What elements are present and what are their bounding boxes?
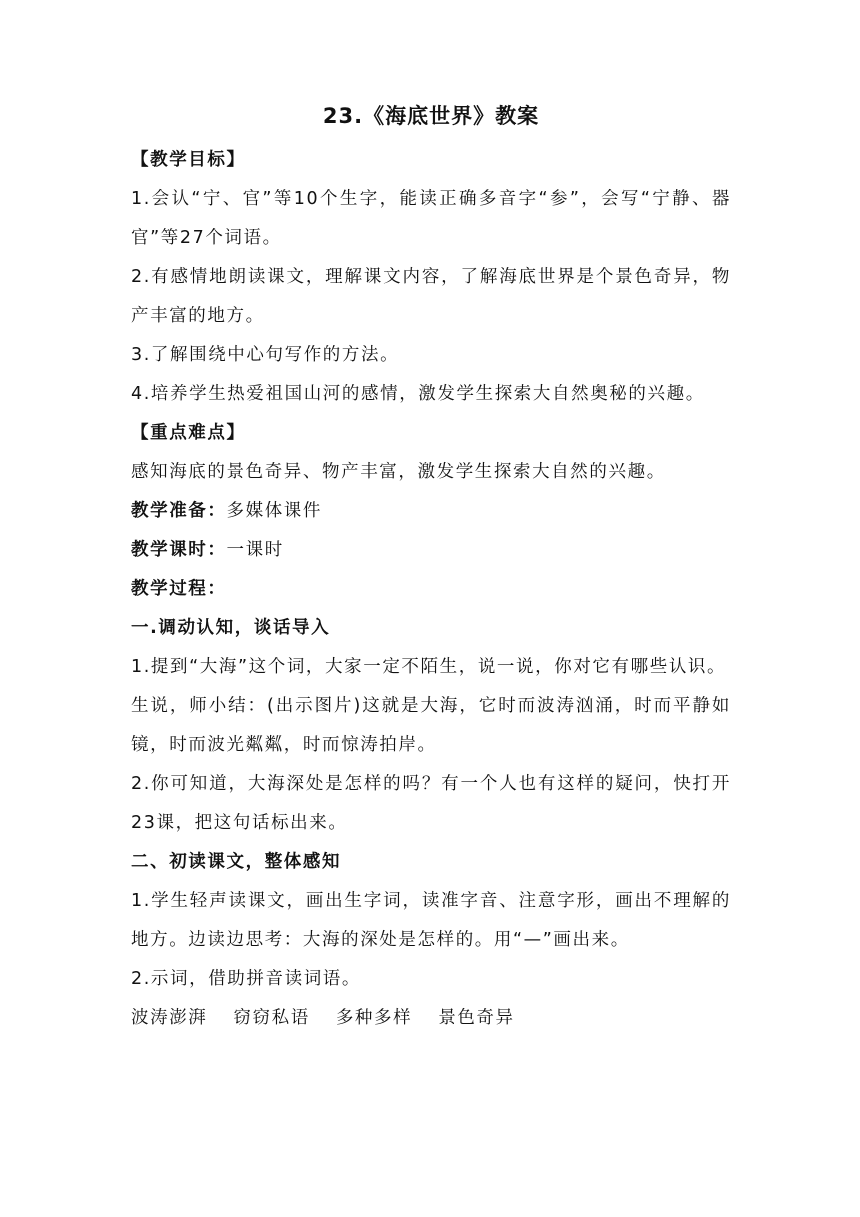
step2-heading: 二、初读课文，整体感知 <box>131 852 342 872</box>
word-list <box>131 999 731 1038</box>
process-heading: 教学过程： <box>131 579 227 599</box>
hours-line <box>131 531 731 570</box>
step1-heading: 一.调动认知，谈话导入 <box>131 618 331 638</box>
document-body <box>131 96 731 1038</box>
page-title: 23.《海底世界》教案 <box>322 104 540 128</box>
word-item: 多种多样 <box>335 1008 413 1028</box>
word-item: 景色奇异 <box>438 1008 515 1028</box>
step1-paragraph: 1.提到“大海”这个词，大家一定不陌生，说一说，你对它有哪些认识。 <box>131 657 727 677</box>
hours-value: 一课时 <box>226 540 284 560</box>
step2-paragraph: 2.示词，借助拼音读词语。 <box>131 969 361 989</box>
objective-item: 3.了解围绕中心句写作的方法。 <box>131 345 400 365</box>
step1-paragraph: 2.你可知道，大海深处是怎样的吗？有一个人也有这样的疑问，快打开23课，把这句话标出来。 <box>131 774 731 833</box>
word-item: 窃窃私语 <box>233 1008 310 1028</box>
word-item: 波涛澎湃 <box>131 1008 208 1028</box>
prep-label: 教学准备： <box>131 501 227 521</box>
step1-paragraph: 生说，师小结：(出示图片)这就是大海，它时而波涛汹涌，时而平静如镜，时而波光粼粼，时而惊涛拍岸。 <box>131 696 731 755</box>
objective-item: 2.有感情地朗读课文，理解课文内容，了解海底世界是个景色奇异，物产丰富的地方。 <box>131 267 731 326</box>
objective-item: 1.会认“宁、官”等10个生字，能读正确多音字“参”，会写“宁静、器官”等27个词语。 <box>131 189 731 248</box>
objectives-heading: 【教学目标】 <box>131 150 246 170</box>
hours-label: 教学课时： <box>131 540 227 560</box>
key-points-heading: 【重点难点】 <box>131 423 246 443</box>
prep-line <box>131 492 731 531</box>
objective-item: 4.培养学生热爱祖国山河的感情，激发学生探索大自然奥秘的兴趣。 <box>131 384 705 404</box>
prep-value: 多媒体课件 <box>226 501 322 521</box>
step2-paragraph: 1.学生轻声读课文，画出生字词，读准字音、注意字形，画出不理解的地方。边读边思考：大海的深处是怎样的。用“—”画出来。 <box>131 891 731 950</box>
key-points-text: 感知海底的景色奇异、物产丰富，激发学生探索大自然的兴趣。 <box>131 462 666 482</box>
